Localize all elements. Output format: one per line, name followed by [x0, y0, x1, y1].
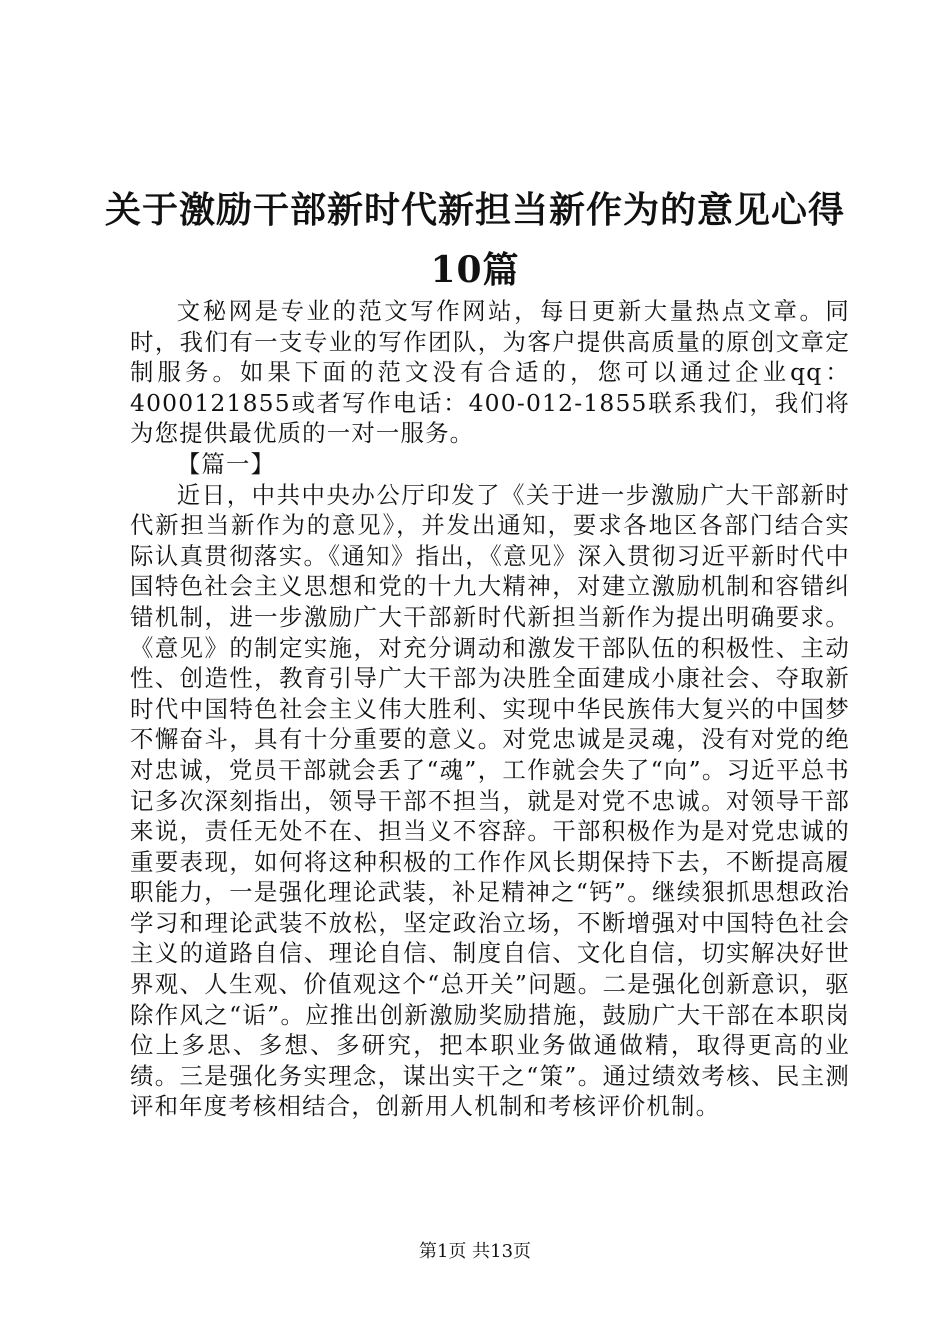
page-footer: 第1页 共13页: [418, 1241, 532, 1262]
body-paragraph: 近日，中共中央办公厅印发了《关于进一步激励广大干部新时代新担当新作为的意见》，并发出通知，要求各地区各部门结合实际认真贯彻落实。《通知》指出，《意见》深入贯彻习近平新时代中国特色社会主义思想和党的十九大精神，对建立激励机制和容错纠错机制，进一步激励广大干部新时代新担当新作为提出明确要求。《意见》的制定实施，对充分调动和激发干部队伍的积极性、主动性、创造性，教育引导广大干部为决胜全面建成小康社会、夺取新时代中国特色社会主义伟大胜利、实现中华民族伟大复兴的中国梦不懈奋斗，具有十分重要的意义。对党忠诚是灵魂，没有对党的绝对忠诚，党员干部就会丢了“魂”，工作就会失了“向”。习近平总书记多次深刻指出，领导干部不担当，就是对党不忠诚。对领导干部来说，责任无处不在、担当义不容辞。干部积极作为是对党忠诚的重要表现，如何将这种积极的工作作风长期保持下去，不断提高履职能力，一是强化理论武装，补足精神之“钙”。继续狠抓思想政治学习和理论武装不放松，坚定政治立场，不断增强对中国特色社会主义的道路自信、理论自信、制度自信、文化自信，切实解决好世界观、人生观、价值观这个“总开关”问题。二是强化创新意识，驱除作风之“诟”。应推出创新激励奖励措施，鼓励广大干部在本职岗位上多思、多想、多研究，把本职业务做通做精，取得更高的业绩。三是强化务实理念，谋出实干之“策”。通过绩效考核、民主测评和年度考核相结合，创新用人机制和考核评价机制。: [130, 480, 850, 1121]
document-title-line-1: 关于激励干部新时代新担当新作为的意见心得: [104, 189, 845, 231]
document-title-line-2: 10篇: [430, 249, 520, 291]
document-body: [130, 296, 850, 1122]
section-heading: 【篇一】: [176, 449, 276, 478]
intro-paragraph: 文秘网是专业的范文写作网站，每日更新大量热点文章。同时，我们有一支专业的写作团队，为客户提供高质量的原创文章定制服务。如果下面的范文没有合适的，您可以通过企业qq：4000121855或者写作电话：400-012-1855联系我们，我们将为您提供最优质的一对一服务。: [130, 297, 850, 448]
